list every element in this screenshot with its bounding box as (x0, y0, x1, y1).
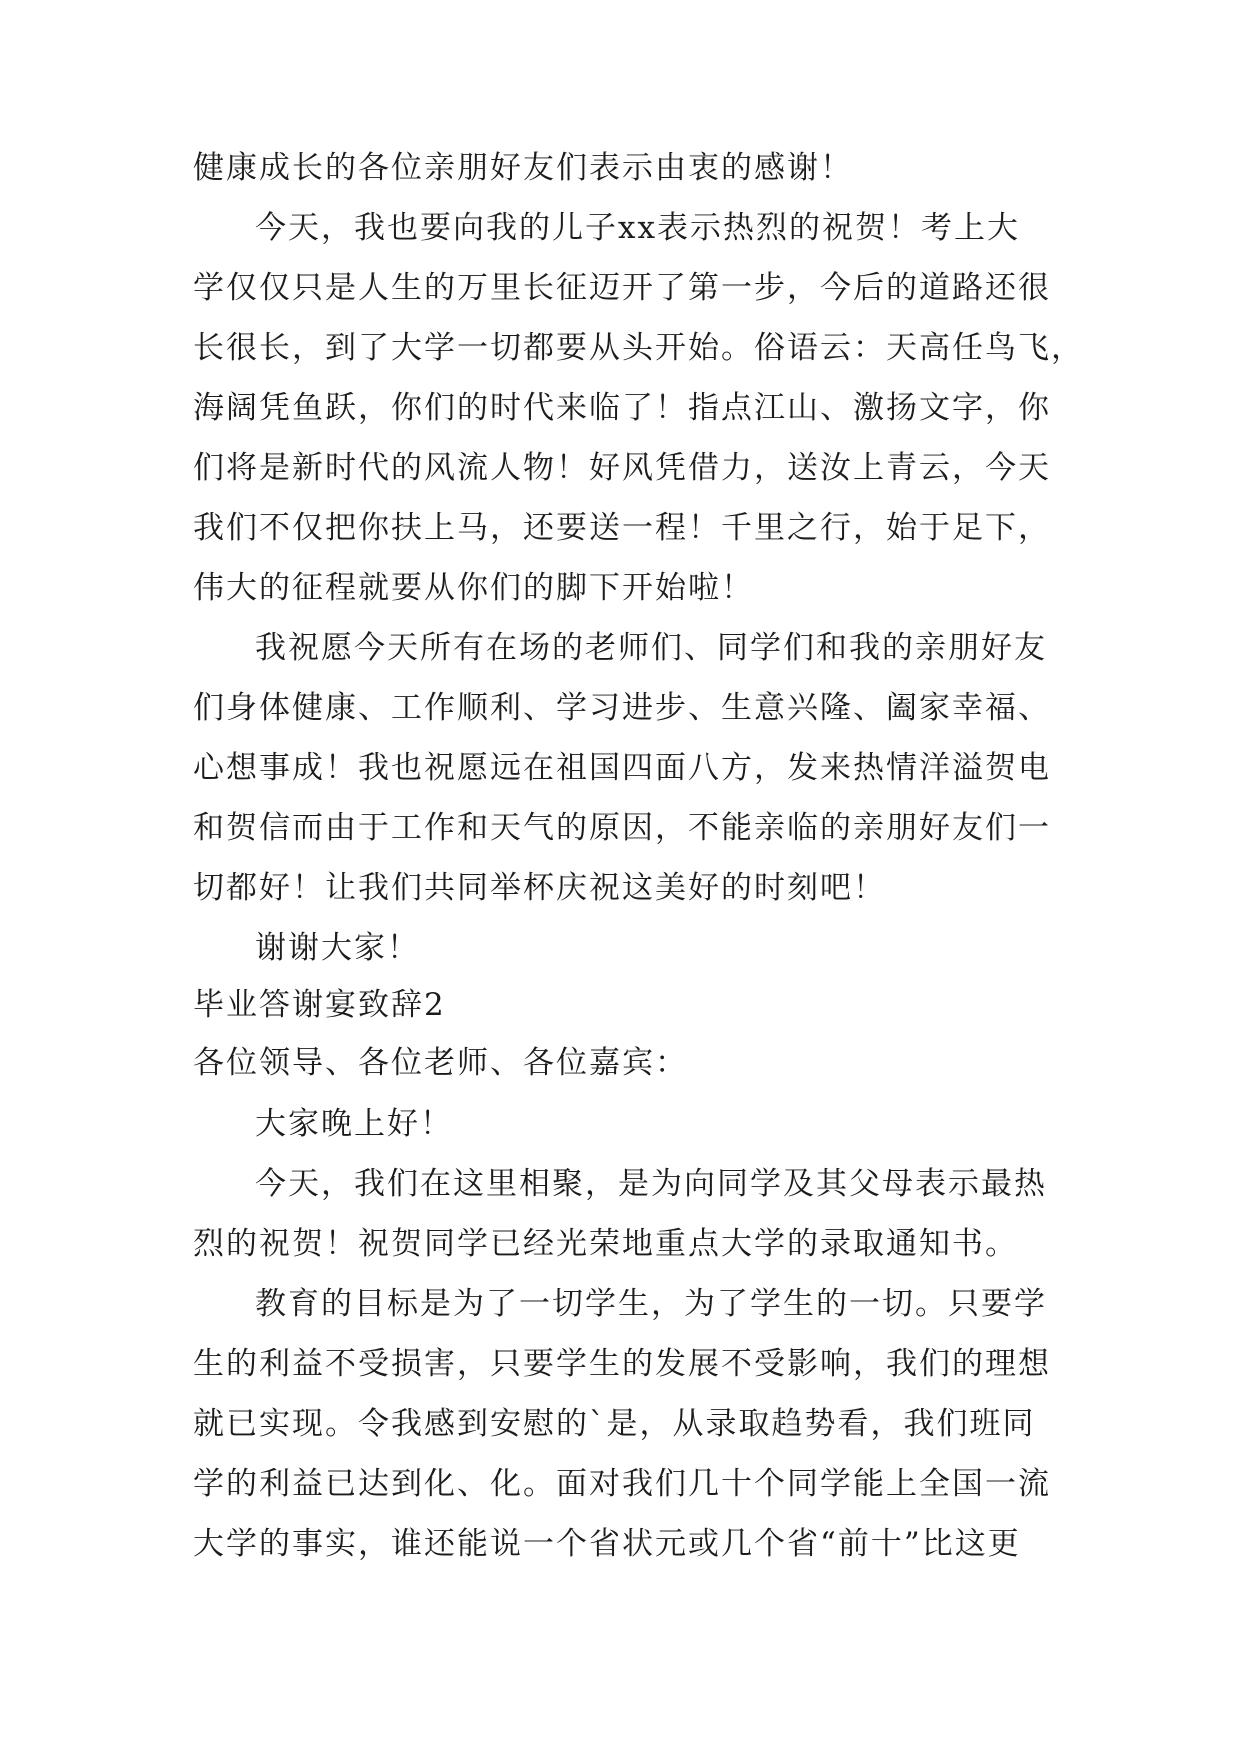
text-line: 海阔凭鱼跃，你们的时代来临了！指点江山、激扬文字，你 (193, 390, 1051, 426)
text-line: 教育的目标是为了一切学生，为了学生的一切。只要学 (255, 1286, 1047, 1322)
text-line: 长很长，到了大学一切都要从头开始。俗语云：天高任鸟飞， (193, 330, 1084, 366)
text-line: 心想事成！我也祝愿远在祖国四面八方，发来热情洋溢贺电 (193, 750, 1051, 786)
text-line: 们身体健康、工作顺利、学习进步、生意兴隆、阖家幸福、 (193, 690, 1051, 726)
text-line: 就已实现。令我感到安慰的`是，从录取趋势看，我们班同 (193, 1406, 1036, 1442)
text-line: 们将是新时代的风流人物！好风凭借力，送汝上青云，今天 (193, 450, 1051, 486)
text-line: 大学的事实，谁还能说一个省状元或几个省“前十”比这更 (193, 1526, 1021, 1562)
text-line: 学的利益已达到化、化。面对我们几十个同学能上全国一流 (193, 1466, 1051, 1502)
text-line: 学仅仅只是人生的万里长征迈开了第一步，今后的道路还很 (193, 270, 1051, 306)
greeting: 大家晚上好！ (255, 1106, 453, 1142)
text-line: 和贺信而由于工作和天气的原因，不能亲临的亲朋好友们一 (193, 810, 1051, 846)
text-line: 烈的祝贺！祝贺同学已经光荣地重点大学的录取通知书。 (193, 1226, 1018, 1262)
text-line: 今天，我们在这里相聚，是为向同学及其父母表示最热 (255, 1166, 1047, 1202)
text-line: 我们不仅把你扶上马，还要送一程！千里之行，始于足下， (193, 510, 1051, 546)
text-line: 健康成长的各位亲朋好友们表示由衷的感谢！ (193, 150, 853, 186)
text-line: 伟大的征程就要从你们的脚下开始啦！ (193, 570, 754, 606)
text-line: 今天，我也要向我的儿子xx表示热烈的祝贺！考上大 (255, 210, 1020, 246)
text-line: 生的利益不受损害，只要学生的发展不受影响，我们的理想 (193, 1346, 1051, 1382)
salutation: 各位领导、各位老师、各位嘉宾： (193, 1045, 688, 1081)
text-line: 我祝愿今天所有在场的老师们、同学们和我的亲朋好友 (255, 630, 1047, 666)
section-heading: 毕业答谢宴致辞2 (193, 987, 446, 1023)
text-line: 谢谢大家！ (255, 930, 420, 966)
text-line: 切都好！让我们共同举杯庆祝这美好的时刻吧！ (193, 870, 886, 906)
